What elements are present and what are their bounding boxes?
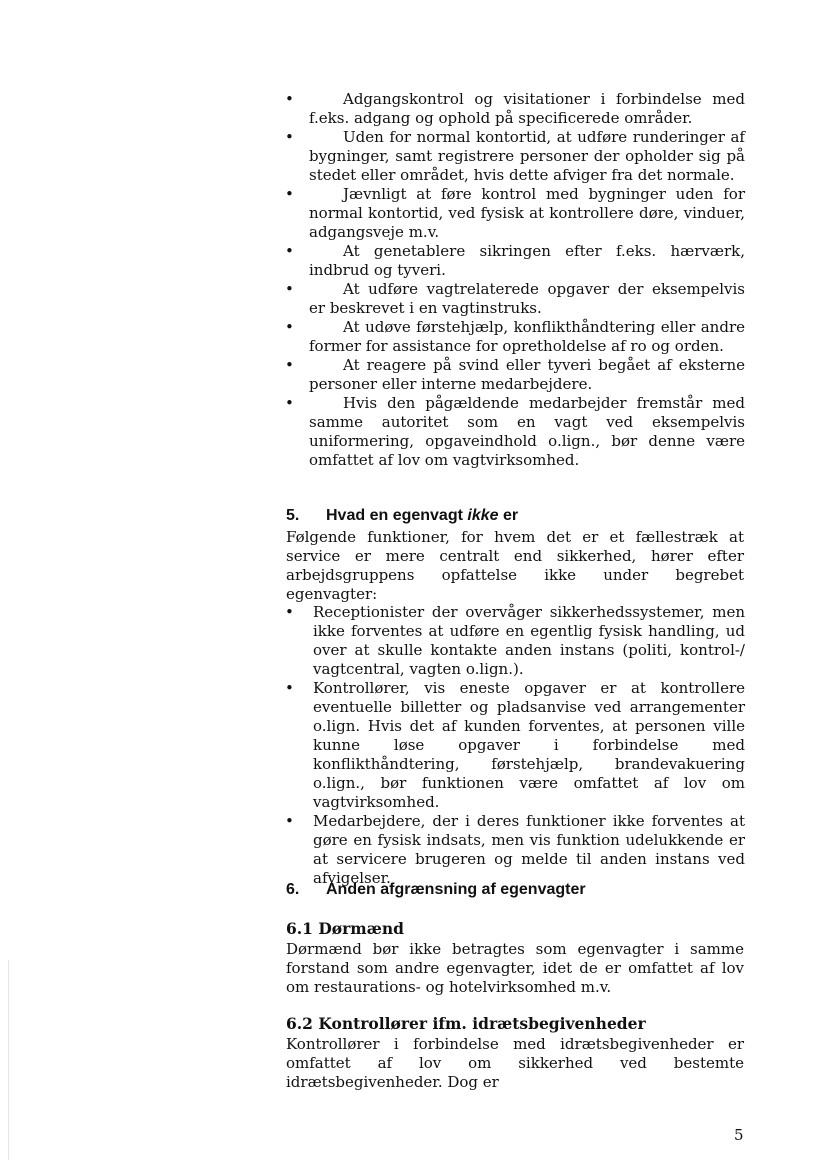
section-5-intro: Følgende funktioner, for hvem det er et fællestræk at service er mere centralt end sikkerhed, hører efter arbejdsgruppens opfattelse ikke under begrebet egenvagter: [286, 528, 744, 603]
list-item: • Hvis den pågældende medarbejder fremstår med samme autoritet som en vagt ved eksempelvis uniformering, opgaveindhold o.lign., bør denne være omfattet af lov om vagtvirksomhed. [285, 394, 745, 469]
bullet-icon: • [285, 318, 294, 336]
list-item: • Medarbejdere, der i deres funktioner ikke forventes at gøre en fysisk indsats, men vis funktion udelukkende er at servicere brugeren og melde til anden instans ved afvigelser. [285, 812, 745, 887]
bullet-icon: • [285, 128, 294, 146]
list-item: • At genetablere sikringen efter f.eks. hærværk, indbrud og tyveri. [285, 242, 745, 279]
list-item: • Adgangskontrol og visitationer i forbindelse med f.eks. adgang og ophold på specificerede områder. [285, 90, 745, 127]
section-6-heading: 6. Anden afgrænsning af egenvagter [286, 881, 586, 898]
page-number: 5 [734, 1126, 744, 1144]
duty-list [285, 90, 745, 470]
list-item: • At udøve førstehjælp, konflikthåndtering eller andre former for assistance for opretholdelse af ro og orden. [285, 318, 745, 355]
list-item: • Receptionister der overvåger sikkerhedssystemer, men ikke forventes at udføre en egentlig fysisk handling, ud over at skulle kontakte anden instans (politi, kontrol-/ vagtcentral, vagten o.lign.). [285, 603, 745, 678]
section-5-heading: 5. Hvad en egenvagt ikke er [286, 507, 519, 524]
bullet-icon: • [285, 812, 294, 830]
bullet-icon: • [285, 356, 294, 374]
bullet-icon: • [285, 679, 294, 697]
subsection-6-1-title: 6.1 Dørmænd [286, 919, 404, 938]
bullet-icon: • [285, 280, 294, 298]
list-item: • Jævnligt at føre kontrol med bygninger uden for normal kontortid, ved fysisk at kontrollere døre, vinduer, adgangsveje m.v. [285, 185, 745, 241]
subsection-6-1-text: Dørmænd bør ikke betragtes som egenvagter i samme forstand som andre egenvagter, idet de er omfattet af lov om restaurations- og hotelvirksomhed m.v. [286, 940, 744, 996]
list-item: • Kontrollører, vis eneste opgaver er at kontrollere eventuelle billetter og pladsanvise ved arrangementer o.lign. Hvis det af kunden forventes, at personen ville kunne løse opgaver i forbindelse med konflikthåndtering, førstehjælp, brandevakuering o.lign., bør funktionen være omfattet af lov om vagtvirksomhed. [285, 679, 745, 811]
bullet-icon: • [285, 242, 294, 260]
subsection-6-2-title: 6.2 Kontrollører ifm. idrætsbegivenheder [286, 1014, 646, 1033]
bullet-icon: • [285, 394, 294, 412]
bullet-icon: • [285, 185, 294, 203]
scan-edge-line [8, 960, 9, 1160]
list-item: • At reagere på svind eller tyveri begået af eksterne personer eller interne medarbejdere. [285, 356, 745, 393]
list-item: • Uden for normal kontortid, at udføre runderinger af bygninger, samt registrere personer der opholder sig på stedet eller området, hvis dette afviger fra det normale. [285, 128, 745, 184]
bullet-icon: • [285, 90, 294, 108]
bullet-icon: • [285, 603, 294, 621]
exclusion-list [285, 603, 745, 888]
subsection-6-2-text: Kontrollører i forbindelse med idrætsbegivenheder er omfattet af lov om sikkerhed ved bestemte idrætsbegivenheder. Dog er [286, 1035, 744, 1091]
list-item: • At udføre vagtrelaterede opgaver der eksempelvis er beskrevet i en vagtinstruks. [285, 280, 745, 317]
